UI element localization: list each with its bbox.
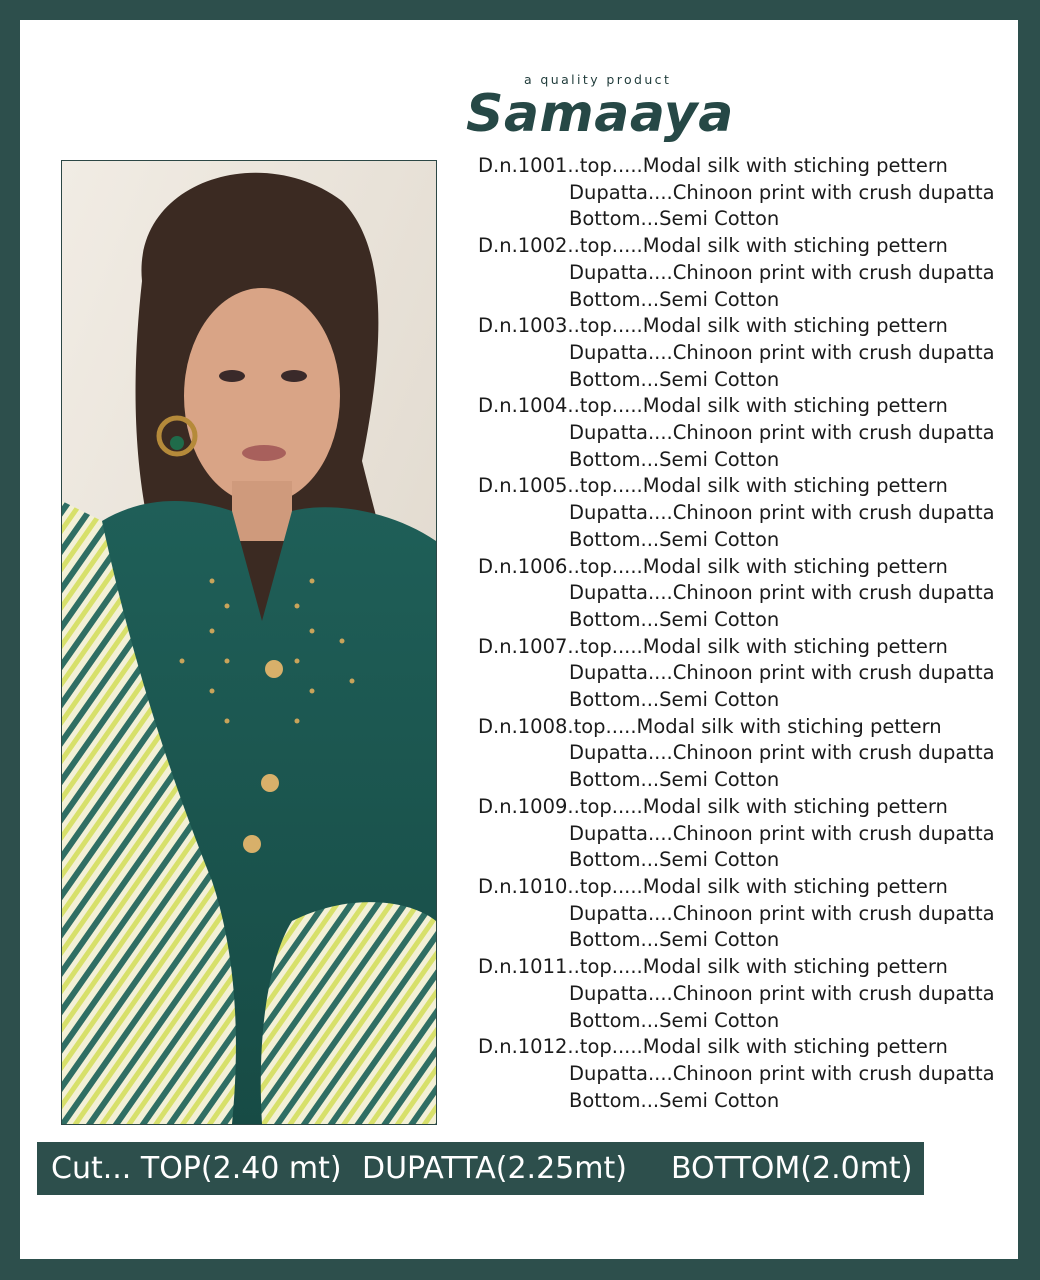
- design-top-line: D.n.1001..top.....Modal silk with stiching pettern: [478, 154, 948, 177]
- design-entry: [478, 313, 1018, 393]
- brand-tagline: a quality product: [524, 72, 672, 87]
- design-top-line: D.n.1007..top.....Modal silk with stiching pettern: [478, 634, 948, 658]
- design-top-line: D.n.1009..top.....Modal silk with stiching pettern: [478, 794, 948, 818]
- model-photo: [61, 160, 437, 1125]
- design-top-line: D.n.1003..top.....Modal silk with stiching pettern: [478, 314, 948, 338]
- design-dupatta-line: Dupatta....Chinoon print with crush dupatta: [569, 1061, 995, 1085]
- design-top-line: D.n.1008.top.....Modal silk with stiching pettern: [478, 714, 942, 738]
- design-top-line: D.n.1002..top.....Modal silk with stiching pettern: [478, 234, 948, 258]
- design-dupatta-line: Dupatta....Chinoon print with crush dupatta: [569, 581, 995, 605]
- design-dupatta-line: Dupatta....Chinoon print with crush dupatta: [569, 741, 995, 765]
- design-dupatta-line: Dupatta....Chinoon print with crush dupatta: [569, 821, 995, 845]
- design-entry: [478, 473, 1018, 553]
- design-bottom-line: Bottom...Semi Cotton: [569, 768, 780, 792]
- cut-top: Cut... TOP(2.40 mt): [51, 1151, 342, 1186]
- design-dupatta-line: Dupatta....Chinoon print with crush dupatta: [569, 421, 995, 445]
- design-entry: [478, 393, 1018, 473]
- design-top-line: D.n.1012..top.....Modal silk with stiching pettern: [478, 1035, 948, 1059]
- design-bottom-line: Bottom...Semi Cotton: [569, 607, 780, 631]
- brand-name: Samaaya: [466, 84, 734, 144]
- design-details: [478, 153, 1018, 1114]
- design-bottom-line: Bottom...Semi Cotton: [569, 848, 780, 872]
- design-entry: [478, 634, 1018, 714]
- design-bottom-line: Bottom...Semi Cotton: [569, 367, 780, 391]
- design-bottom-line: Bottom...Semi Cotton: [569, 1088, 780, 1112]
- design-entry: [478, 1034, 1018, 1114]
- design-dupatta-line: Dupatta....Chinoon print with crush dupatta: [569, 501, 995, 525]
- design-top-line: D.n.1011..top.....Modal silk with stiching pettern: [478, 955, 948, 979]
- design-dupatta-line: Dupatta....Chinoon print with crush dupatta: [569, 901, 995, 925]
- design-dupatta-line: Dupatta....Chinoon print with crush dupatta: [569, 260, 995, 284]
- design-entry: [478, 794, 1018, 874]
- catalog-panel: [20, 20, 1018, 1259]
- design-dupatta-line: Dupatta....Chinoon print with crush dupatta: [569, 180, 995, 204]
- design-top-line: D.n.1010..top.....Modal silk with stiching pettern: [478, 874, 948, 898]
- design-bottom-line: Bottom...Semi Cotton: [569, 527, 780, 551]
- design-entry: [478, 153, 1018, 233]
- design-bottom-line: Bottom...Semi Cotton: [569, 688, 780, 712]
- design-top-line: D.n.1005..top.....Modal silk with stiching pettern: [478, 474, 948, 498]
- design-dupatta-line: Dupatta....Chinoon print with crush dupatta: [569, 981, 995, 1005]
- design-bottom-line: Bottom...Semi Cotton: [569, 207, 780, 231]
- cut-dupatta: DUPATTA(2.25mt): [362, 1151, 627, 1186]
- design-bottom-line: Bottom...Semi Cotton: [569, 447, 780, 471]
- cut-bottom: BOTTOM(2.0mt): [671, 1151, 913, 1186]
- design-entry: [478, 954, 1018, 1034]
- design-bottom-line: Bottom...Semi Cotton: [569, 1008, 780, 1032]
- cut-measurements-bar: [37, 1142, 924, 1195]
- design-bottom-line: Bottom...Semi Cotton: [569, 928, 780, 952]
- brand-logo: [452, 58, 752, 148]
- design-bottom-line: Bottom...Semi Cotton: [569, 287, 780, 311]
- design-top-line: D.n.1006..top.....Modal silk with stiching pettern: [478, 554, 948, 578]
- design-dupatta-line: Dupatta....Chinoon print with crush dupatta: [569, 340, 995, 364]
- design-entry: [478, 714, 1018, 794]
- design-entry: [478, 233, 1018, 313]
- design-dupatta-line: Dupatta....Chinoon print with crush dupatta: [569, 661, 995, 685]
- design-entry: [478, 554, 1018, 634]
- design-entry: [478, 874, 1018, 954]
- design-top-line: D.n.1004..top.....Modal silk with stiching pettern: [478, 394, 948, 418]
